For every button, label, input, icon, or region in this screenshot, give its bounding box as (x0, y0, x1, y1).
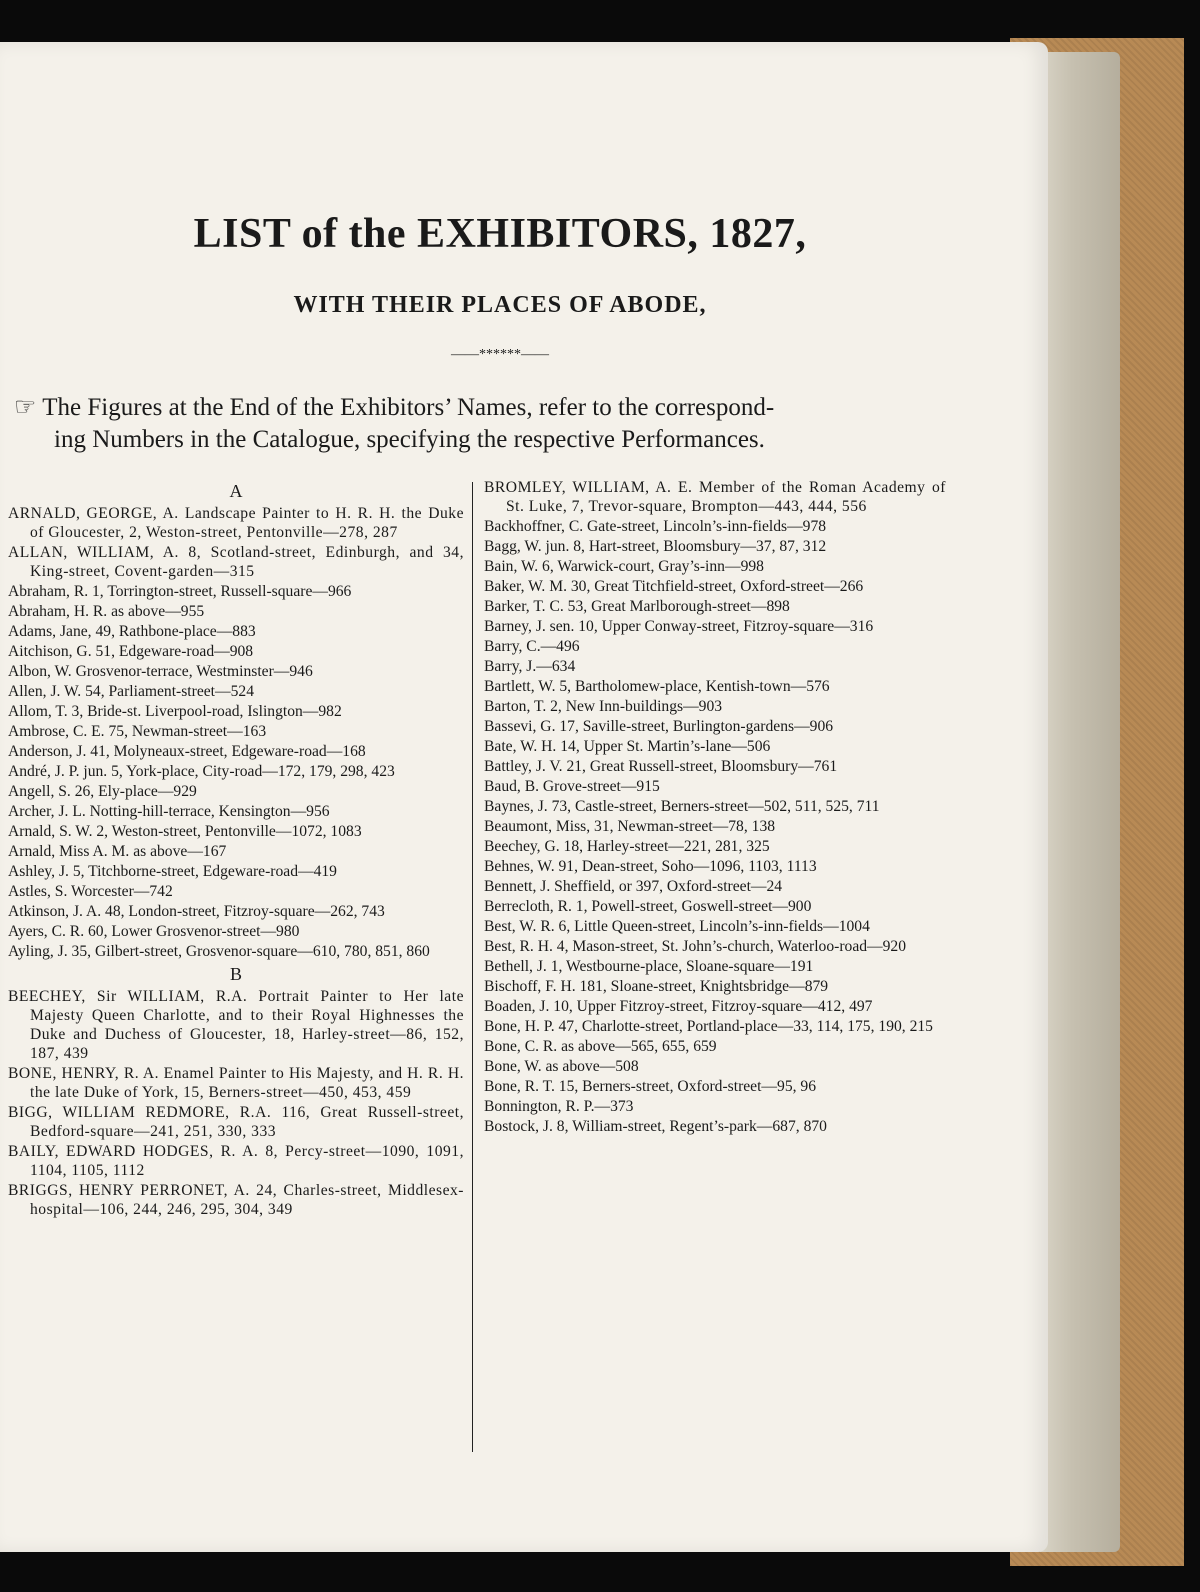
list-item: Bone, C. R. as above—565, 655, 659 (484, 1038, 717, 1055)
list-item: Abraham, R. 1, Torrington-street, Russell-square—966 (8, 583, 352, 600)
list-item: Barney, J. sen. 10, Upper Conway-street, Fitzroy-square—316 (484, 618, 874, 635)
list-item: Atkinson, J. A. 48, London-street, Fitzroy-square—262, 743 (8, 903, 385, 920)
list-item: Astles, S. Worcester—742 (8, 883, 173, 900)
list-item: Best, W. R. 6, Little Queen-street, Lincoln’s-inn-fields—1004 (484, 918, 870, 935)
page-edges (1040, 52, 1120, 1552)
list-item: Bostock, J. 8, William-street, Regent’s-park—687, 870 (484, 1118, 827, 1135)
page-title: LIST of the EXHIBITORS, 1827, (193, 211, 807, 257)
list-item: Allom, T. 3, Bride-st. Liverpool-road, Islington—982 (8, 703, 342, 720)
list-item: BROMLEY, WILLIAM, A. E. Member of the Roman Academy of St. Luke, 7, Trevor-square, Brompton—443, 444, 556 (484, 479, 946, 515)
note-line-2: ing Numbers in the Catalogue, specifying the respective Performances. (54, 426, 765, 453)
section-heading-b: B (229, 964, 242, 984)
list-item: Barry, J.—634 (484, 658, 576, 675)
column-divider (472, 482, 473, 1452)
list-item: BIGG, WILLIAM REDMORE, R.A. 116, Great Russell-street, Bedford-square—241, 251, 330, 333 (8, 1104, 464, 1140)
list-item: Bate, W. H. 14, Upper St. Martin’s-lane—506 (484, 738, 771, 755)
list-item: Archer, J. L. Notting-hill-terrace, Kensington—956 (8, 803, 330, 820)
list-item: Beechey, G. 18, Harley-street—221, 281, 325 (484, 838, 770, 855)
list-item: Barton, T. 2, New Inn-buildings—903 (484, 698, 723, 715)
list-item: Bone, H. P. 47, Charlotte-street, Portland-place—33, 114, 175, 190, 215 (484, 1018, 933, 1035)
list-item: Albon, W. Grosvenor-terrace, Westminster—946 (8, 663, 313, 680)
catalogue-note (14, 392, 994, 456)
list-item: André, J. P. jun. 5, York-place, City-road—172, 179, 298, 423 (8, 763, 395, 780)
list-item: Ayling, J. 35, Gilbert-street, Grosvenor-square—610, 780, 851, 860 (8, 943, 430, 960)
list-item: Anderson, J. 41, Molyneaux-street, Edgeware-road—168 (8, 743, 366, 760)
list-item: Berrecloth, R. 1, Powell-street, Goswell-street—900 (484, 898, 812, 915)
list-item: Barker, T. C. 53, Great Marlborough-street—898 (484, 598, 790, 615)
list-item: BEECHEY, Sir WILLIAM, R.A. Portrait Painter to Her late Majesty Queen Charlotte, and to their Royal Highnesses the Duke and Duchess of Gloucester, 18, Harley-street—86, 152, 187, 439 (8, 988, 464, 1062)
list-item: Boaden, J. 10, Upper Fitzroy-street, Fitzroy-square—412, 497 (484, 998, 873, 1015)
list-item: Adams, Jane, 49, Rathbone-place—883 (8, 623, 256, 640)
list-item: Angell, S. 26, Ely-place—929 (8, 783, 197, 800)
list-item: Best, R. H. 4, Mason-street, St. John’s-church, Waterloo-road—920 (484, 938, 907, 955)
right-column (484, 478, 946, 1137)
list-item: ALLAN, WILLIAM, A. 8, Scotland-street, Edinburgh, and 34, King-street, Covent-garden—315 (8, 544, 464, 580)
list-item: Arnald, S. W. 2, Weston-street, Pentonville—1072, 1083 (8, 823, 362, 840)
list-item: Battley, J. V. 21, Great Russell-street, Bloomsbury—761 (484, 758, 838, 775)
ornament-stars: ****** (479, 347, 521, 362)
list-item: Ambrose, C. E. 75, Newman-street—163 (8, 723, 267, 740)
note-line-1: The Figures at the End of the Exhibitors’ Names, refer to the correspond- (42, 394, 775, 421)
list-item: Bain, W. 6, Warwick-court, Gray’s-inn—998 (484, 558, 764, 575)
list-item: Beaumont, Miss, 31, Newman-street—78, 138 (484, 818, 776, 835)
left-column (8, 478, 464, 1220)
list-item: Allen, J. W. 54, Parliament-street—524 (8, 683, 254, 700)
list-item: Behnes, W. 91, Dean-street, Soho—1096, 1103, 1113 (484, 858, 817, 875)
page-subtitle: WITH THEIR PLACES OF ABODE, (293, 292, 707, 318)
list-item: Barry, C.—496 (484, 638, 580, 655)
list-item: BONE, HENRY, R. A. Enamel Painter to His Majesty, and H. R. H. the late Duke of York, 15, Berners-street—450, 453, 459 (8, 1065, 464, 1101)
book-page (0, 42, 1048, 1552)
list-item: BAILY, EDWARD HODGES, R. A. 8, Percy-street—1090, 1091, 1104, 1105, 1112 (8, 1143, 464, 1179)
list-item: Aitchison, G. 51, Edgeware-road—908 (8, 643, 254, 660)
list-item: Bassevi, G. 17, Saville-street, Burlington-gardens—906 (484, 718, 834, 735)
list-item: ARNALD, GEORGE, A. Landscape Painter to H. R. H. the Duke of Gloucester, 2, Weston-street, Pentonville—278, 287 (8, 505, 464, 541)
list-item: Bennett, J. Sheffield, or 397, Oxford-street—24 (484, 878, 783, 895)
list-item: Bone, W. as above—508 (484, 1058, 639, 1075)
list-item: Bethell, J. 1, Westbourne-place, Sloane-square—191 (484, 958, 814, 975)
ornament-rule: ——******—— (451, 347, 549, 362)
list-item: Arnald, Miss A. M. as above—167 (8, 843, 227, 860)
list-item: Bischoff, F. H. 181, Sloane-street, Knightsbridge—879 (484, 978, 829, 995)
list-item: Bartlett, W. 5, Bartholomew-place, Kentish-town—576 (484, 678, 830, 695)
list-item: Bone, R. T. 15, Berners-street, Oxford-street—95, 96 (484, 1078, 817, 1095)
list-item: BRIGGS, HENRY PERRONET, A. 24, Charles-street, Middlesex-hospital—106, 244, 246, 295, 304, 349 (8, 1182, 464, 1218)
pointing-hand-icon: ☞ (14, 394, 37, 421)
list-item: Bagg, W. jun. 8, Hart-street, Bloomsbury—37, 87, 312 (484, 538, 827, 555)
list-item: Ashley, J. 5, Titchborne-street, Edgeware-road—419 (8, 863, 337, 880)
section-heading-a: A (229, 481, 243, 501)
list-item: Abraham, H. R. as above—955 (8, 603, 205, 620)
list-item: Baud, B. Grove-street—915 (484, 778, 660, 795)
list-item: Baker, W. M. 30, Great Titchfield-street, Oxford-street—266 (484, 578, 864, 595)
list-item: Ayers, C. R. 60, Lower Grosvenor-street—980 (8, 923, 300, 940)
list-item: Bonnington, R. P.—373 (484, 1098, 634, 1115)
list-item: Baynes, J. 73, Castle-street, Berners-street—502, 511, 525, 711 (484, 798, 880, 815)
list-item: Backhoffner, C. Gate-street, Lincoln’s-inn-fields—978 (484, 518, 827, 535)
